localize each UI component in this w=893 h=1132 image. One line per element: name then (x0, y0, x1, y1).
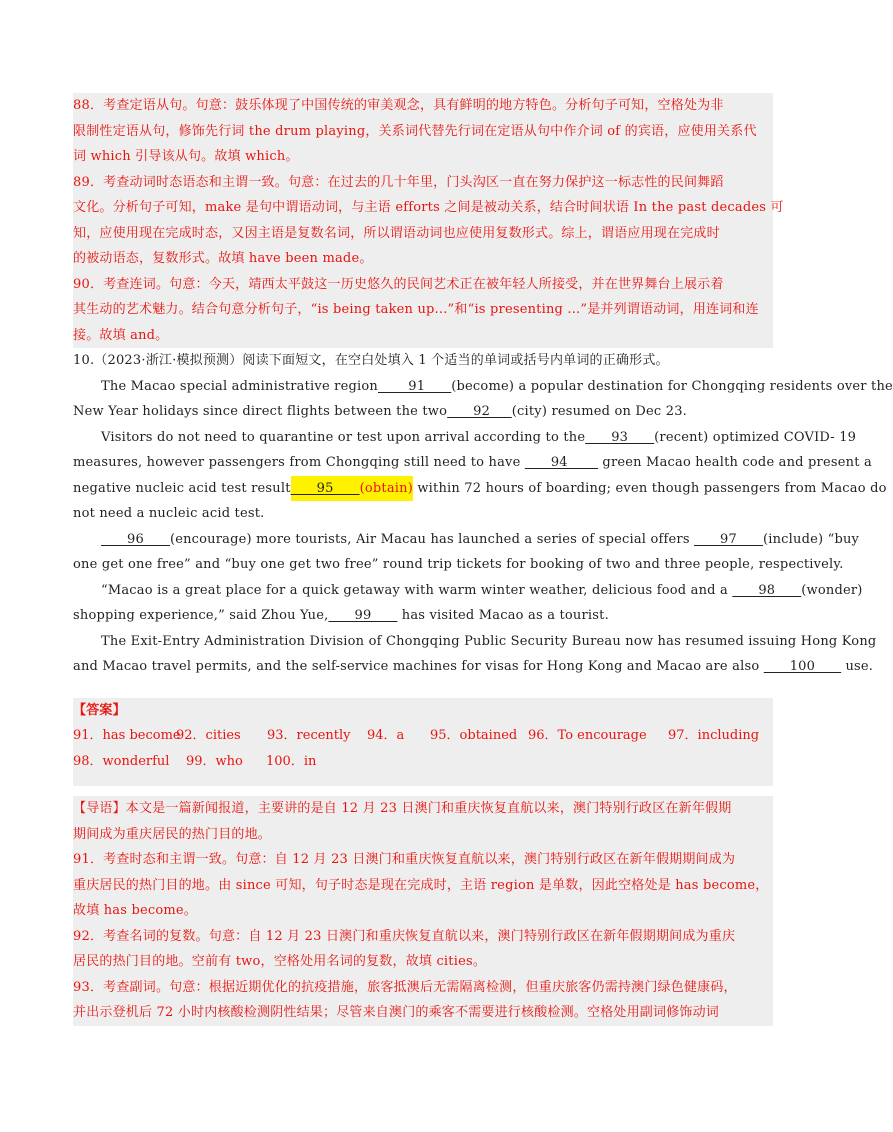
passage-line: not need a nucleic acid test. (73, 506, 265, 521)
guide-line-1: 【导语】本文是一篇新闻报道，主要讲的是自 12 月 23 日澳门和重庆恢复直航以来，澳门特别行政区在新年假期 (73, 801, 732, 816)
q91-line-2: 重庆居民的热门目的地。由 since 可知，句子时态是现在完成时，主语 region 是单数，因此空格处是 has become， (73, 877, 769, 893)
q89-line-1: 89．考查动词时态语态和主谓一致。句意：在过去的几十年里，门头沟区一直在努力保护这一标志性的民间舞蹈 (73, 174, 724, 190)
blank-100: 100 (763, 659, 842, 674)
blank-92: 92 (447, 404, 512, 419)
explanation-block-91-93 (73, 796, 773, 1026)
blank-99: 99 (328, 608, 398, 623)
answers-row-2 (73, 749, 773, 775)
q90-line-2: 其生动的艺术魅力。结合句意分析句子，“is being taken up...”和“is presenting ...”是并列谓语动词，用连词和连 (73, 302, 759, 317)
q91-line-1: 91．考查时态和主谓一致。句意：自 12 月 23 日澳门和重庆恢复直航以来，澳门特别行政区在新年假期期间成为 (73, 852, 736, 867)
passage-line: and Macao travel permits, and the self-service machines for visas for Hong Kong and Macao are also 100 use. (73, 654, 773, 680)
document-page (73, 93, 893, 1026)
q90-line-3: 接。故填 and。 (73, 327, 169, 343)
passage-line: The Exit-Entry Administration Division of Chongqing Public Security Bureau now has resumed issuing Hong Kong (101, 633, 877, 649)
blank-98: 98 (732, 582, 802, 598)
q89-line-2: 文化。分析句子可知，make 是句中谓语动词，与主语 efforts 之间是被动关系，结合时间状语 In the past decades 可 (73, 200, 784, 215)
q92-line-1: 92．考查名词的复数。句意：自 12 月 23 日澳门和重庆恢复直航以来，澳门特别行政区在新年假期期间成为重庆 (73, 928, 736, 944)
q93-line-1: 93．考查副词。句意：根据近期优化的抗疫措施，旅客抵澳后无需隔离检测，但重庆旅客仍需持澳门绿色健康码， (73, 979, 737, 995)
q88-line-3: 词 which 引导该从句。故填 which。 (73, 149, 299, 164)
answer-98: 98．wonderful (73, 753, 170, 769)
answer-91: 91．has become (73, 728, 181, 743)
blank-93: 93 (585, 429, 655, 445)
passage-line: “Macao is a great place for a quick getaway with warm winter weather, delicious food and a 98 (wonder) (73, 578, 773, 604)
passage (73, 374, 893, 680)
blank-94: 94 (524, 455, 599, 470)
passage-line: measures, however passengers from Chongqing still need to have 94 green Macao health code and present a (73, 450, 773, 476)
answer-99: 99．who (186, 753, 243, 769)
q90-line-1: 90．考查连词。句意：今天，靖西太平鼓这一历史悠久的民间艺术正在被年轻人所接受，并在世界舞台上展示着 (73, 276, 724, 292)
answer-96: 96．To encourage (528, 728, 647, 743)
passage-line: The Macao special administrative region 91 (become) a popular destination for Chongqing residents over the (73, 374, 773, 400)
answers-row-1 (73, 723, 773, 749)
answer-label: 【答案】 (73, 702, 126, 718)
section-header: 10.（2023·浙江·模拟预测）阅读下面短文，在空白处填入 1 个适当的单词或括号内单词的正确形式。 (73, 353, 669, 368)
passage-line: shopping experience,” said Zhou Yue, 99 has visited Macao as a tourist. (73, 603, 773, 629)
answer-block (73, 698, 773, 787)
blank-97: 97 (694, 531, 763, 547)
q93-line-2: 并出示登机后 72 小时内核酸检测阴性结果；尽管来自澳门的乘客不需要进行核酸检测。空格处用副词修饰动词 (73, 1005, 720, 1020)
q89-line-3: 知，应使用现在完成时态，又因主语是复数名词，所以谓语动词也应使用复数形式。综上，谓语应用现在完成时 (73, 225, 720, 241)
answer-93: 93．recently (267, 728, 351, 743)
q89-line-4: 的被动语态，复数形式。故填 have been made。 (73, 251, 373, 266)
q88-line-2: 限制性定语从句，修饰先行词 the drum playing，关系词代替先行词在定语从句中作介词 of 的宾语，应使用关系代 (73, 123, 757, 139)
explanation-block-88-90 (73, 93, 784, 348)
highlight-obtain: (obtain) (360, 476, 413, 502)
passage-line: Visitors do not need to quarantine or test upon arrival according to the 93 (recent) optimized COVID- 19 (73, 425, 773, 451)
answer-97: 97．including (668, 728, 760, 743)
passage-line: 96 (encourage) more tourists, Air Macau has launched a series of special offers 97 (include) “buy (73, 527, 773, 553)
answer-92: 92．cities (176, 728, 241, 743)
q91-line-3: 故填 has become。 (73, 903, 198, 918)
answer-94: 94．a (367, 728, 405, 743)
guide-line-2: 期间成为重庆居民的热门目的地。 (73, 826, 272, 842)
passage-line: negative nucleic acid test result 95 (obtain) within 72 hours of boarding; even though passengers from Macao do (73, 476, 773, 502)
passage-line: New Year holidays since direct flights between the two 92 (city) resumed on Dec 23. (73, 399, 773, 425)
q92-line-2: 居民的热门目的地。空前有 two，空格处用名词的复数，故填 cities。 (73, 954, 487, 969)
answer-95: 95．obtained (430, 728, 518, 743)
passage-line: one get one free” and “buy one get two free” round trip tickets for booking of two and three people, respectively. (73, 557, 844, 572)
blank-95: 95 (291, 476, 360, 502)
blank-96: 96 (101, 531, 170, 547)
q88-line-1: 88．考查定语从句。句意：鼓乐体现了中国传统的审美观念，具有鲜明的地方特色。分析句子可知，空格处为非 (73, 98, 724, 113)
blank-91: 91 (377, 378, 452, 394)
answer-100: 100．in (266, 753, 317, 769)
